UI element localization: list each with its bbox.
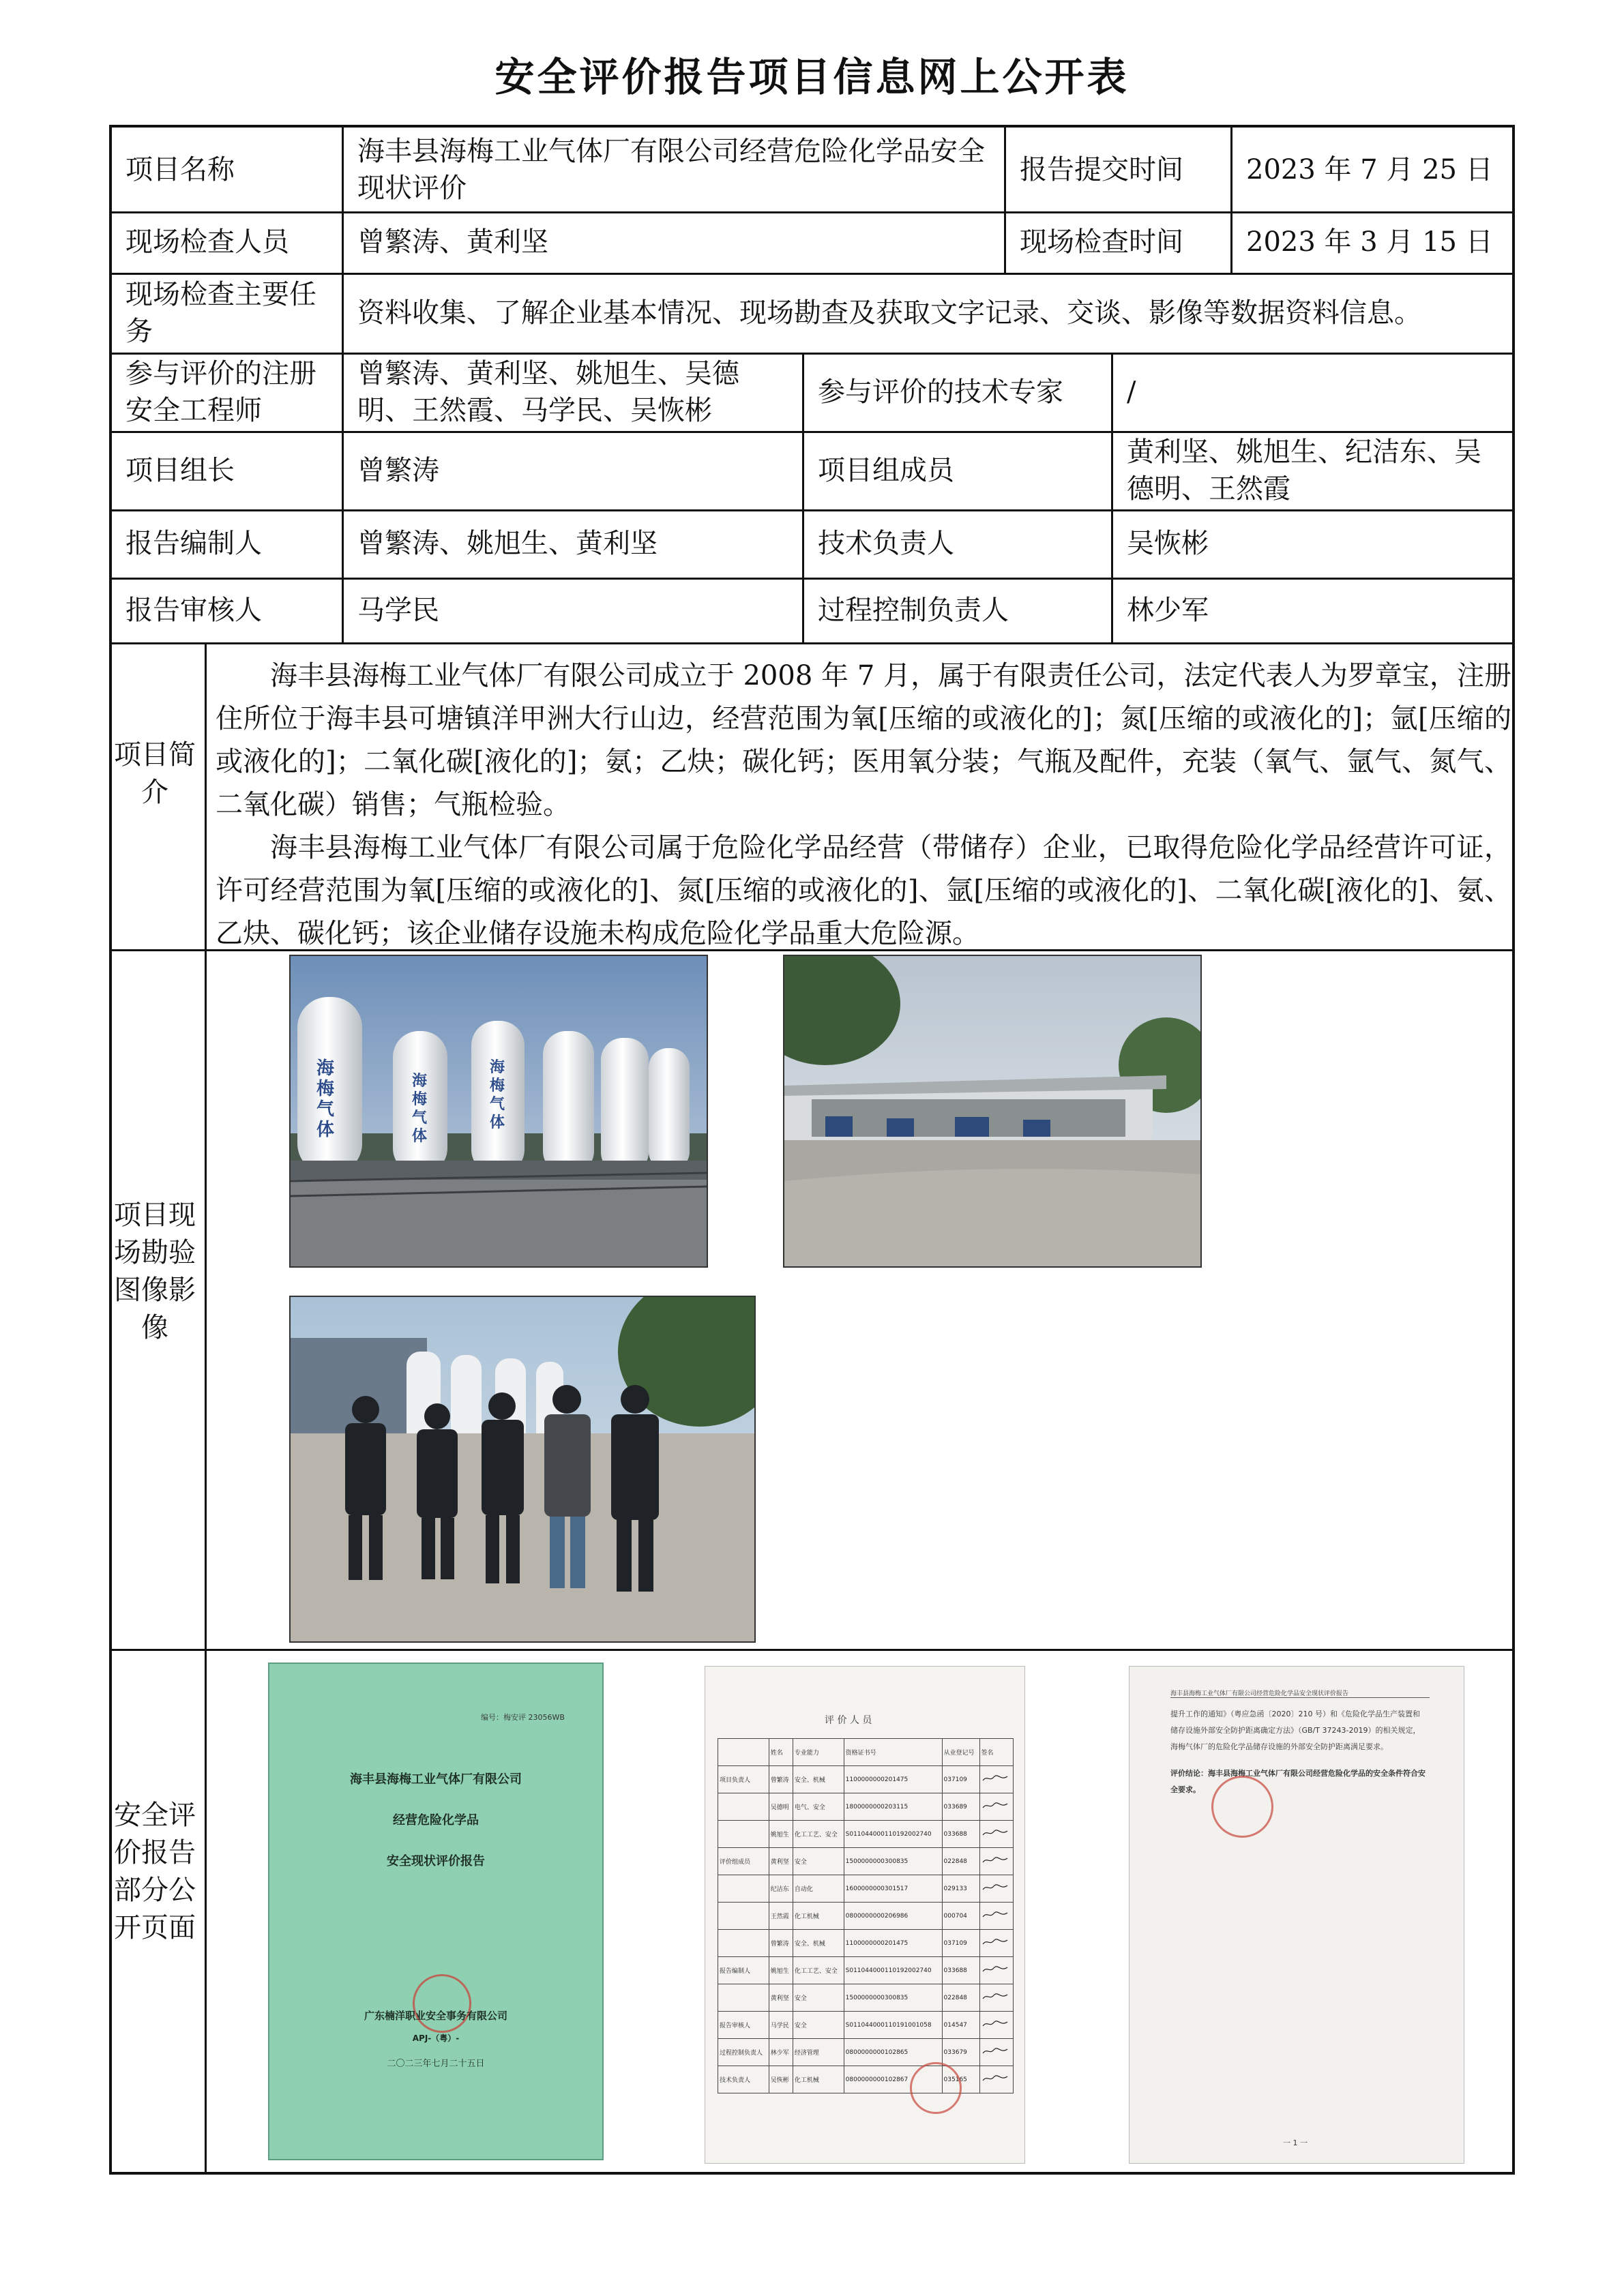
staff-row (718, 1766, 1014, 1793)
signature-cell (979, 1930, 1014, 1957)
staff-row (718, 1875, 1014, 1903)
inspectors-label: 现场检查人员 (126, 226, 289, 258)
conclusion-header: 海丰县海梅工业气体厂有限公司经营危险化学品安全现状评价报告 (1170, 1688, 1430, 1698)
reviewer-value: 马学民 (357, 594, 439, 626)
staff-row (718, 1793, 1014, 1821)
staff-cell: 1500000000300835 (844, 1848, 942, 1875)
cover-number: 编号：梅安评 23056WB (481, 1713, 565, 1722)
staff-cell: 033689 (942, 1793, 979, 1821)
submit-time-value: 2023 年 7 月 25 日 (1246, 153, 1493, 185)
staff-cell: 过程控制负责人 (718, 2039, 769, 2066)
signature-cell (979, 2066, 1014, 2093)
staff-cell: 022848 (942, 1848, 979, 1875)
staff-cell: 022848 (942, 1984, 979, 2012)
staff-cell: 035165 (942, 2066, 979, 2093)
report-conclusion-page (1129, 1666, 1464, 2164)
signature-cell (979, 1766, 1014, 1793)
staff-cell: S011044000110192002740 (844, 1821, 942, 1848)
staff-row (718, 1984, 1014, 2012)
staff-cell: 技术负责人 (718, 2066, 769, 2093)
tech-lead-value: 吴恢彬 (1127, 528, 1209, 559)
signature-cell (979, 1957, 1014, 1984)
staff-cell (718, 1984, 769, 2012)
staff-cell: 曾繁涛 (769, 1930, 793, 1957)
staff-cell: 报告编制人 (718, 1957, 769, 1984)
staff-table (718, 1738, 1014, 2093)
staff-cell: 1800000000203115 (844, 1793, 942, 1821)
report-cover (268, 1663, 604, 2160)
staff-cell: 033688 (942, 1957, 979, 1984)
staff-cell: 经济管理 (793, 2039, 844, 2066)
staff-cell: 000704 (942, 1903, 979, 1930)
staff-cell: 姚旭生 (769, 1957, 793, 1984)
staff-cell: 037109 (942, 1766, 979, 1793)
reviewer-label: 报告审核人 (126, 594, 262, 626)
staff-row (718, 2066, 1014, 2093)
staff-header-cell: 资格证书号 (844, 1739, 942, 1766)
inspect-time-label: 现场检查时间 (1020, 226, 1183, 258)
staff-cell: 报告审核人 (718, 2012, 769, 2039)
engineers-value: 曾繁涛、黄利坚、姚旭生、吴德明、王然霞、马学民、吴恢彬 (357, 357, 739, 426)
conclusion-final: 评价结论：海丰县海梅工业气体厂有限公司经营危险化学品的安全条件符合安全要求。 (1170, 1769, 1426, 1794)
staff-cell: 014547 (942, 2012, 979, 2039)
staff-cell (718, 1903, 769, 1930)
staff-cell: 037109 (942, 1930, 979, 1957)
site-photos-label: 项目现场勘验图像影像 (114, 1199, 196, 1343)
staff-cell: 吴恢彬 (769, 2066, 793, 2093)
staff-cell: S011044000110191001058 (844, 2012, 942, 2039)
staff-cell: 自动化 (793, 1875, 844, 1903)
staff-cell: S011044000110192002740 (844, 1957, 942, 1984)
staff-row (718, 1957, 1014, 1984)
staff-row (718, 1848, 1014, 1875)
staff-cell: 化工工艺、安全 (793, 1821, 844, 1848)
report-pages-label: 安全评价报告部分公开页面 (114, 1800, 196, 1943)
page-title: 安全评价报告项目信息网上公开表 (494, 54, 1130, 100)
staff-cell: 安全、机械 (793, 1766, 844, 1793)
signature-cell (979, 2012, 1014, 2039)
staff-header-cell: 专业能力 (793, 1739, 844, 1766)
staff-cell: 王然霞 (769, 1903, 793, 1930)
signature-cell (979, 1821, 1014, 1848)
staff-cell: 纪洁东 (769, 1875, 793, 1903)
staff-cell: 1100000000201475 (844, 1930, 942, 1957)
staff-cell: 1100000000201475 (844, 1766, 942, 1793)
cover-line: 安全现状评价报告 (387, 1854, 485, 1868)
staff-row (718, 1930, 1014, 1957)
intro-paragraph: 海丰县海梅工业气体厂有限公司成立于 2008 年 7 月，属于有限责任公司，法定代表人为罗章宝，注册住所位于海丰县可塘镇洋甲洲大行山边，经营范围为氧[压缩的或液化的]；氮[压缩的或液化的]；氩[压缩的或液化的]；二氧化碳[液化的]；氨；乙炔；碳化钙；医用氧分装；气瓶及配件，充装（氧气、氩气、氮气、二氧化碳）销售；气瓶检验。 (216, 660, 1511, 820)
seal-stamp (413, 1974, 471, 2033)
tank-lettering: 海梅气体 (412, 1073, 428, 1145)
staff-cell: 安全 (793, 1848, 844, 1875)
staff-cell: 1500000000300835 (844, 1984, 942, 2012)
staff-cell: 黄利坚 (769, 1848, 793, 1875)
staff-cell: 0800000000102867 (844, 2066, 942, 2093)
tech-lead-label: 技术负责人 (818, 528, 954, 559)
staff-title: 评 价 人 员 (825, 1715, 872, 1726)
staff-cell: 安全、机械 (793, 1930, 844, 1957)
staff-cell (718, 1930, 769, 1957)
staff-row (718, 1903, 1014, 1930)
leader-value: 曾繁涛 (357, 454, 439, 486)
staff-row (718, 1821, 1014, 1848)
staff-cell (718, 1793, 769, 1821)
cover-date: 二〇二三年七月二十五日 (387, 2059, 485, 2069)
signature-cell (979, 1984, 1014, 2012)
signature-cell (979, 1875, 1014, 1903)
staff-cell: 评价组成员 (718, 1848, 769, 1875)
staff-cell: 0800000000206986 (844, 1903, 942, 1930)
staff-cell: 化工机械 (793, 2066, 844, 2093)
submit-time-label: 报告提交时间 (1020, 153, 1183, 185)
staff-cell: 林少军 (769, 2039, 793, 2066)
engineers-label: 参与评价的注册安全工程师 (126, 357, 316, 426)
staff-cell: 安全 (793, 2012, 844, 2039)
conclusion-text: 提升工作的通知》（粤应急函〔2020〕210 号）和《危险化学品生产装置和储存设施外部安全防护距离确定方法》（GB/T 37243-2019）的相关规定，海梅气体厂的危险化学品储存设施的外部安全防护距离满足要求。 (1170, 1710, 1421, 1751)
intro-text (216, 655, 1511, 955)
compilers-value: 曾繁涛、姚旭生、黄利坚 (357, 528, 658, 559)
staff-cell: 安全 (793, 1984, 844, 2012)
staff-table-header (718, 1739, 1014, 1766)
staff-header-cell (718, 1739, 769, 1766)
staff-cell: 1600000000301517 (844, 1875, 942, 1903)
page-number: 一 1 一 (1283, 2138, 1308, 2147)
members-label: 项目组成员 (818, 454, 954, 486)
experts-label: 参与评价的技术专家 (818, 376, 1063, 408)
warehouse-photo (783, 955, 1202, 1268)
staff-row (718, 2012, 1014, 2039)
signature-cell (979, 1903, 1014, 1930)
members-value: 黄利坚、姚旭生、纪洁东、吴德明、王然霞 (1127, 436, 1481, 505)
process-lead-value: 林少军 (1127, 594, 1209, 626)
task-value: 资料收集、了解企业基本情况、现场勘查及获取文字记录、交谈、影像等数据资料信息。 (357, 297, 1421, 329)
seal-stamp (1211, 1776, 1273, 1838)
compilers-label: 报告编制人 (126, 528, 262, 559)
report-staff-page (705, 1666, 1025, 2164)
staff-cell: 黄利坚 (769, 1984, 793, 2012)
staff-cell: 姚旭生 (769, 1821, 793, 1848)
cover-cert: APJ-（粤）- (412, 2033, 460, 2043)
staff-cell: 033688 (942, 1821, 979, 1848)
cover-org: 广东楠洋职业安全事务有限公司 (364, 2010, 507, 2022)
staff-cell: 马学民 (769, 2012, 793, 2039)
staff-cell: 化工工艺、安全 (793, 1957, 844, 1984)
tank-lettering: 海梅气体 (316, 1058, 335, 1140)
staff-cell: 曾繁涛 (769, 1766, 793, 1793)
staff-row (718, 2039, 1014, 2066)
signature-cell (979, 1793, 1014, 1821)
seal-stamp (910, 2062, 962, 2114)
staff-cell: 吴德明 (769, 1793, 793, 1821)
process-lead-label: 过程控制负责人 (818, 594, 1009, 626)
intro-paragraph: 海丰县海梅工业气体厂有限公司属于危险化学品经营（带储存）企业，已取得危险化学品经营许可证，许可经营范围为氧[压缩的或液化的]、氮[压缩的或液化的]、氩[压缩的或液化的]、二氧化碳[液化的]、氨、乙炔、碳化钙；该企业储存设施未构成危险化学品重大危险源。 (216, 832, 1511, 949)
cover-company: 海丰县海梅工业气体厂有限公司 (350, 1772, 522, 1787)
project-name-value: 海丰县海梅工业气体厂有限公司经营危险化学品安全现状评价 (357, 135, 985, 204)
signature-cell (979, 1848, 1014, 1875)
staff-cell: 029133 (942, 1875, 979, 1903)
intro-label: 项目简介 (114, 739, 196, 808)
staff-cell: 电气、安全 (793, 1793, 844, 1821)
cover-line: 经营危险化学品 (393, 1813, 479, 1828)
leader-label: 项目组长 (126, 454, 235, 486)
task-label: 现场检查主要任务 (126, 278, 316, 347)
staff-cell: 0800000000102865 (844, 2039, 942, 2066)
staff-cell: 化工机械 (793, 1903, 844, 1930)
staff-header-cell: 从业登记号 (942, 1739, 979, 1766)
staff-cell: 项目负责人 (718, 1766, 769, 1793)
experts-value: / (1127, 376, 1136, 408)
signature-cell (979, 2039, 1014, 2066)
inspectors-value: 曾繁涛、黄利坚 (357, 226, 548, 258)
team-photo (289, 1296, 756, 1643)
tank-lettering: 海梅气体 (490, 1059, 505, 1131)
project-name-label: 项目名称 (126, 153, 235, 185)
tank-photo (289, 955, 708, 1268)
inspect-time-value: 2023 年 3 月 15 日 (1246, 226, 1493, 258)
staff-cell (718, 1875, 769, 1903)
staff-header-cell: 签名 (979, 1739, 1014, 1766)
staff-header-cell: 姓名 (769, 1739, 793, 1766)
staff-cell (718, 1821, 769, 1848)
staff-cell: 033679 (942, 2039, 979, 2066)
